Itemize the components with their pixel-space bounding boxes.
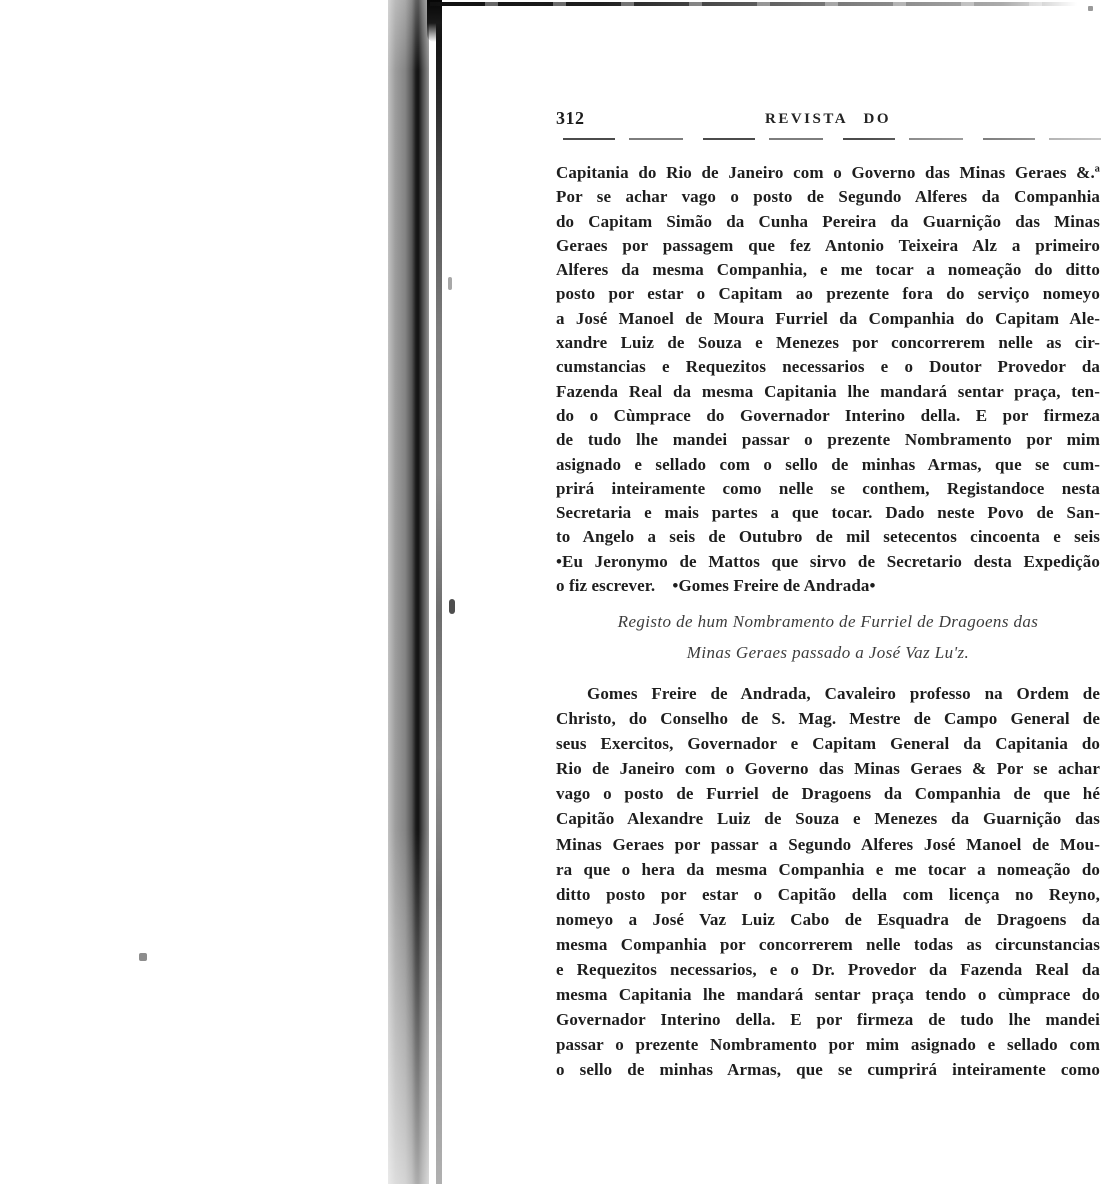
- text-line: nomeyo a José Vaz Luiz Cabo de Esquadra de Dragoens da: [556, 909, 1100, 929]
- text-line: o sello de minhas Armas, que se cumprirá inteiramente como: [556, 1060, 1100, 1080]
- text-line: Fazenda Real da mesma Capitania lhe mandará sentar praça, ten-: [556, 381, 1100, 401]
- text-line: Gomes Freire de Andrada, Cavaleiro professo na Ordem de: [587, 684, 1100, 703]
- text-line: prirá inteiramente como nelle se conthem, Registandoce nesta: [556, 478, 1100, 498]
- text-line: passar o prezente Nombramento por mim asignado e sellado com: [556, 1035, 1100, 1055]
- text-line: Christo, do Conselho de S. Mag. Mestre de Campo General de: [556, 709, 1100, 729]
- text-line: cumstancias e Requezitos necessarios e o Doutor Provedor da: [556, 357, 1100, 377]
- text-line: Capitão Alexandre Luiz de Souza e Menezes da Guarnição das: [556, 809, 1100, 829]
- section-heading-line: Registo de hum Nombramento de Furriel de Dragoens das: [617, 612, 1039, 631]
- page-edge-line: [436, 0, 442, 1184]
- text-line: •Eu Jeronymo de Mattos que sirvo de Secretario desta Expedição: [556, 551, 1100, 571]
- page-edge-top-corner: [427, 0, 442, 42]
- text-line: Rio de Janeiro com o Governo das Minas Geraes & Por se achar: [556, 759, 1100, 779]
- scan-speck: [449, 599, 455, 614]
- text-line: xandre Luiz de Souza e Menezes por concorrerem nelle as cir-: [556, 333, 1100, 353]
- text-line: posto por estar o Capitam ao prezente fora do serviço nomeyo: [556, 284, 1100, 304]
- text-line: Capitania do Rio de Janeiro com o Governo das Minas Geraes &.ª: [556, 163, 1100, 182]
- text-line: mesma Capitania lhe mandará sentar praça tendo o cùmprace do: [556, 985, 1100, 1005]
- section-heading: [556, 606, 1100, 668]
- running-title: REVISTA DO: [765, 111, 891, 127]
- page-header: [556, 108, 1100, 130]
- scan-speck: [1088, 6, 1093, 11]
- scan-speck: [448, 277, 452, 290]
- page-number: 312: [556, 108, 585, 128]
- text-line: Governador Interino della. E por firmeza de tudo lhe mandei: [556, 1010, 1100, 1030]
- text-line: to Angelo a seis de Outubro de mil setecentos cincoenta e seis: [556, 527, 1100, 547]
- text-line: do Capitam Simão da Cunha Pereira da Guarnição das Minas: [556, 211, 1100, 231]
- text-line: seus Exercitos, Governador e Capitam General da Capitania do: [556, 734, 1100, 754]
- text-line: Alferes da mesma Companhia, e me tocar a nomeação do ditto: [556, 260, 1100, 280]
- text-line: e Requezitos necessarios, e o Dr. Provedor da Fazenda Real da: [556, 960, 1100, 980]
- text-line: vago o posto de Furriel de Dragoens da Companhia de que hé: [556, 784, 1100, 804]
- book-gutter-shadow: [388, 0, 429, 1184]
- section-heading-line: Minas Geraes passado a José Vaz Lu'z.: [686, 643, 970, 662]
- text-line: Geraes por passagem que fez Antonio Teixeira Alz a primeiro: [556, 235, 1100, 255]
- text-line: de tudo lhe mandei passar o prezente Nombramento por mim: [556, 430, 1100, 450]
- text-line: o fiz escrever. •Gomes Freire de Andrada•: [556, 576, 876, 596]
- text-line: mesma Companhia por concorrerem nelle todas as circunstancias: [556, 934, 1100, 954]
- scan-speck: [139, 953, 147, 961]
- text-line: asignado e sellado com o sello de minhas Armas, que se cum-: [556, 454, 1100, 474]
- paragraph-continuation: [556, 161, 1100, 598]
- text-line: do o Cùmprace do Governador Interino della. E por firmeza: [556, 405, 1100, 425]
- header-rule: [563, 138, 1101, 140]
- text-line: ditto posto por estar o Capitão della com licença no Reyno,: [556, 884, 1100, 904]
- text-line: Por se achar vago o posto de Segundo Alferes da Companhia: [556, 187, 1100, 207]
- paragraph: [556, 681, 1100, 1083]
- text-line: ra que o hera da mesma Companhia e me tocar a nomeação do: [556, 859, 1100, 879]
- page-top-edge: [430, 2, 1111, 6]
- text-line: Secretaria e mais partes a que tocar. Dado neste Povo de San-: [556, 503, 1100, 523]
- text-line: a José Manoel de Moura Furriel da Companhia do Capitam Ale-: [556, 308, 1100, 328]
- text-line: Minas Geraes por passar a Segundo Alferes José Manoel de Mou-: [556, 834, 1100, 854]
